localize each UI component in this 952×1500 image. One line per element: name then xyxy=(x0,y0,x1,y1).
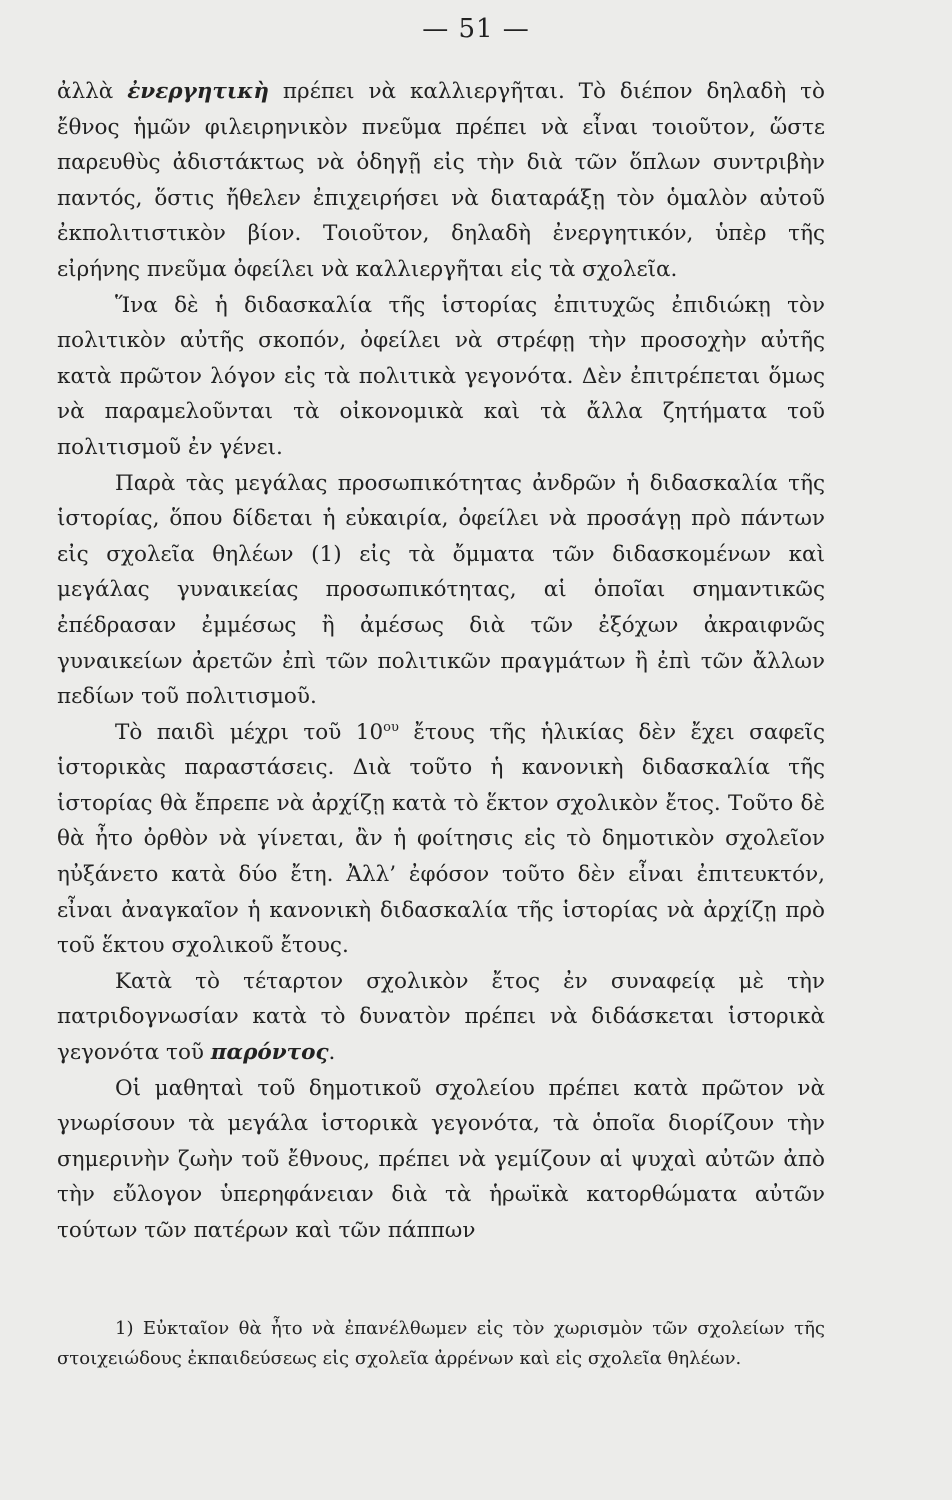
paragraph-1-text: πρέπει νὰ καλλιεργῆται. Τὸ διέπον δηλαδὴ τὸ ἔθνος ἡμῶν φιλειρηνικὸν πνεῦμα πρέπει νὰ εἶναι τοιοῦτον, ὥστε παρευθὺς ἀδιστάκτως νὰ ὁδηγῇ εἰς τὴν διὰ τῶν ὅπλων συντριβὴν παντός, ὅστις ἤθελεν ἐπιχειρήσει νὰ διαταράξῃ τὸν ὁμαλὸν αὐτοῦ ἐκπολιτιστικὸν βίον. Τοιοῦτον, δηλαδὴ ἐνεργητικόν, ὑπὲρ τῆς εἰρήνης πνεῦμα ὀφείλει νὰ καλλιεργῆται εἰς τὰ σχολεῖα. xyxy=(57,79,825,282)
paragraph-3-text-a: Παρὰ τὰς μεγάλας προσωπικότητας ἀνδρῶν ἡ διδασκαλία τῆς ἱστορίας, ὅπου δίδεται ἡ εὐκαιρία, ὀφείλει νὰ προσάγῃ πρὸ πάντων εἰς σχολεῖα θηλέων xyxy=(57,470,825,567)
paragraph-2: Ἵνα δὲ ἡ διδασκαλία τῆς ἱστορίας ἐπιτυχῶς ἐπιδιώκῃ τὸν πολιτικὸν αὐτῆς σκοπόν, ὀφείλει νὰ στρέφῃ τὴν προσοχὴν αὐτῆς κατὰ πρῶτον λόγον εἰς τὰ πολιτικὰ γεγονότα. Δὲν ἐπιτρέπεται ὅμως νὰ παραμελοῦνται τὰ οἰκονομικὰ καὶ τὰ ἄλλα ζητήματα τοῦ πολιτισμοῦ ἐν γένει. xyxy=(57,292,825,460)
paragraph-1-lead: ἀλλὰ xyxy=(57,79,128,104)
body-text xyxy=(57,74,825,1249)
paragraph-5-text: Κατὰ τὸ τέταρτον σχολικὸν ἔτος ἐν συναφείᾳ μὲ τὴν πατριδογνωσίαν κατὰ τὸ δυνατὸν πρέπει νὰ διδάσκεται ἱστορικὰ γεγονότα τοῦ xyxy=(57,968,825,1066)
paragraph-6: Οἱ μαθηταὶ τοῦ δημοτικοῦ σχολείου πρέπει κατὰ πρῶτον νὰ γνωρίσουν τὰ μεγάλα ἱστορικὰ γεγονότα, τὰ ὁποῖα διορίζουν τὴν σημερινὴν ζωὴν τοῦ ἔθνους, πρέπει νὰ γεμίζουν αἱ ψυχαὶ αὐτῶν ἀπὸ τὴν εὔλογον ὑπερηφάνειαν διὰ τὰ ἡρωϊκὰ κατορθώματα αὐτῶν τούτων τῶν πατέρων καὶ τῶν πάππων xyxy=(57,1075,825,1243)
paragraph-4-text-a: Τὸ παιδὶ μέχρι τοῦ 10 xyxy=(115,719,384,745)
paragraph-4-text-b: ἔτους τῆς ἡλικίας δὲν ἔχει σαφεῖς ἱστορικὰς παραστάσεις. Διὰ τοῦτο ἡ κανονικὴ διδασκαλία τῆς ἱστορίας θὰ ἔπρεπε νὰ ἀρχίζῃ κατὰ τὸ ἕκτον σχολικὸν ἔτος. Τοῦτο δὲ θὰ ἦτο ὀρθὸν νὰ γίνεται, ἂν ἡ φοίτησις εἰς τὸ δημοτικὸν σχολεῖον ηὐξάνετο κατὰ δύο ἔτη. Ἀλλ’ ἐφόσον τοῦτο δὲν εἶναι ἐπιτευκτόν, εἶναι ἀναγκαῖον ἡ κανονικὴ διδασκαλία τῆς ἱστορίας νὰ ἀρχίζῃ πρὸ τοῦ ἕκτου σχολικοῦ ἔτους. xyxy=(57,719,825,959)
paragraph-3-text-b: εἰς τὰ ὄμματα τῶν διδασκομένων καὶ μεγάλας γυναικείας προσωπικότητας, αἱ ὁποῖαι σημαντικῶς ἐπέδρασαν ἐμμέσως ἢ ἀμέσως διὰ τῶν ἐξόχων ἀκραιφνῶς γυναικείων ἀρετῶν ἐπὶ τῶν πολιτικῶν πραγμάτων ἢ ἐπὶ τῶν ἄλλων πεδίων τοῦ πολιτισμοῦ. xyxy=(57,541,825,710)
paragraph-1 xyxy=(57,74,825,288)
paragraph-3 xyxy=(57,466,825,715)
footnotes xyxy=(57,1314,825,1374)
paragraph-5 xyxy=(57,964,825,1071)
paragraph-4 xyxy=(57,715,825,964)
emphasized-word: παρόντος xyxy=(210,1040,329,1066)
footnote-1: 1) Εὐκταῖον θὰ ἦτο νὰ ἐπανέλθωμεν εἰς τὸν χωρισμὸν τῶν σχολείων τῆς στοιχειώδους ἐκπαιδεύσεως εἰς σχολεῖα ἀρρένων καὶ εἰς σχολεῖα θηλέων. xyxy=(57,1318,825,1369)
ordinal-superscript: ου xyxy=(383,719,399,735)
paragraph-5-tail: . xyxy=(328,1040,336,1066)
emphasized-word: ἐνεργητικὴ xyxy=(127,79,270,104)
footnote-reference: (1) xyxy=(311,541,342,567)
page-number: — 51 — xyxy=(422,14,530,44)
